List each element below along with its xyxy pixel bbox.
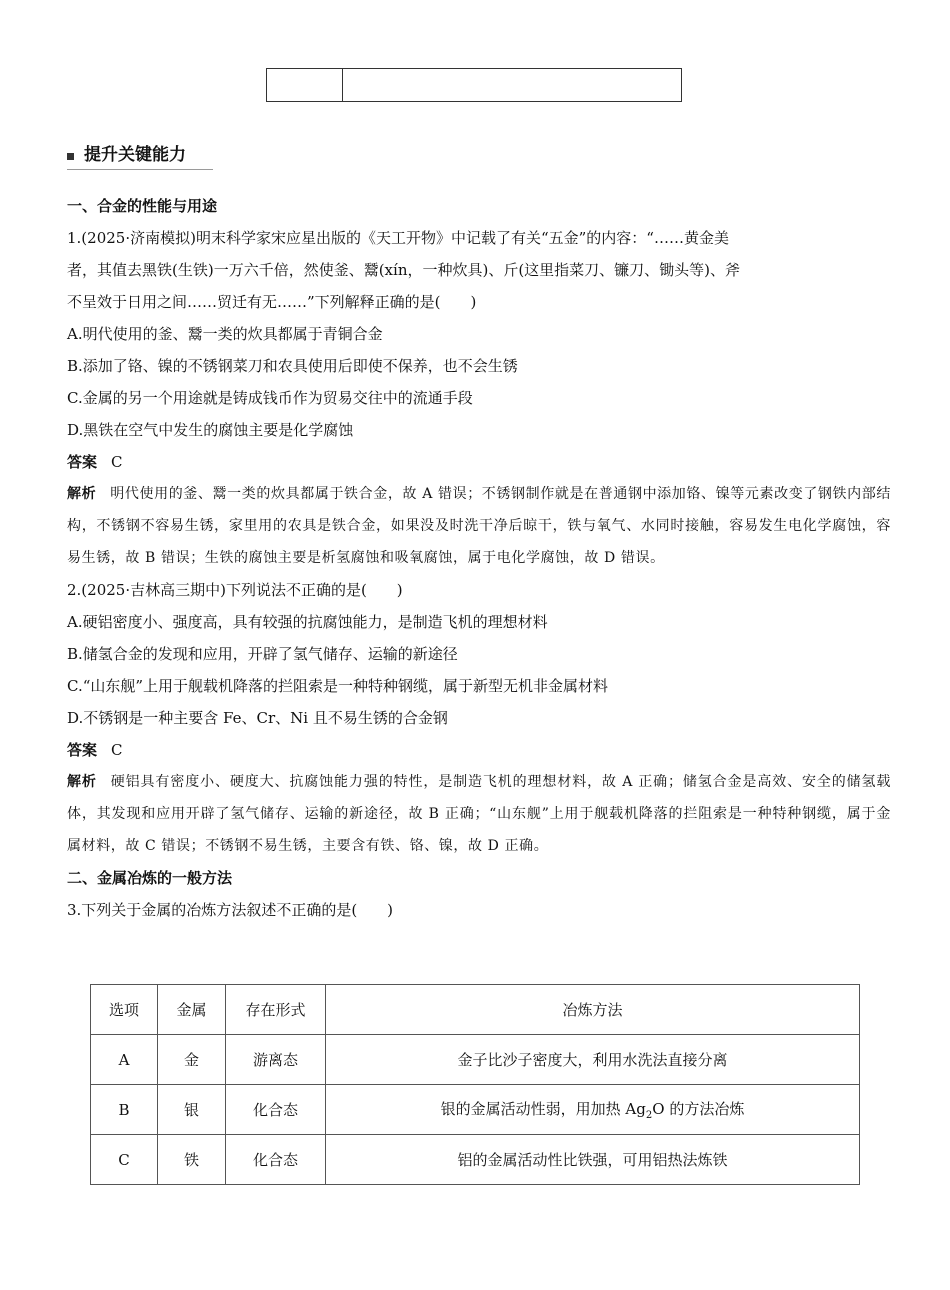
header-form: 存在形式 <box>226 985 326 1035</box>
answer-label: 答案 <box>67 741 98 759</box>
part2-heading: 二、金属冶炼的一般方法 <box>67 869 233 887</box>
cell-metal: 银 <box>158 1085 226 1135</box>
q1-stem-line: 不呈效于日用之间……贸迁有无……”下列解释正确的是( ) <box>67 293 477 311</box>
explain-label: 解析 <box>67 486 97 502</box>
q2-option-b: B.储氢合金的发现和应用，开辟了氢气储存、运输的新途径 <box>67 645 458 663</box>
header-metal: 金属 <box>158 985 226 1035</box>
square-bullet-icon <box>67 153 74 160</box>
q3-stem: 3.下列关于金属的冶炼方法叙述不正确的是( ) <box>67 901 394 919</box>
q1-option-a: A.明代使用的釜、鬵一类的炊具都属于青铜合金 <box>67 325 383 343</box>
q1-option-c: C.金属的另一个用途就是铸成钱币作为贸易交往中的流通手段 <box>67 389 473 407</box>
q2-option-d: D.不锈钢是一种主要含 Fe、Cr、Ni 且不易生锈的合金钢 <box>67 709 448 727</box>
method-text: 银的金属活动性弱，用加热 Ag <box>440 1100 646 1118</box>
cell-option: A <box>91 1035 158 1085</box>
question-1 <box>67 222 891 574</box>
q2-stem: 2.(2025·吉林高三期中)下列说法不正确的是( ) <box>67 581 403 599</box>
answer-value: C <box>111 741 123 759</box>
answer-label: 答案 <box>67 453 98 471</box>
explain-label: 解析 <box>67 774 97 790</box>
cell-metal: 金 <box>158 1035 226 1085</box>
q1-answer <box>67 446 891 478</box>
cell-form: 游离态 <box>226 1035 326 1085</box>
table-row <box>91 1035 860 1085</box>
table-row <box>91 1085 860 1135</box>
cell-method <box>326 1085 860 1135</box>
main-content <box>67 190 891 926</box>
cell-option: B <box>91 1085 158 1135</box>
explain-text: 明代使用的釜、鬵一类的炊具都属于铁合金，故 A 错误；不锈钢制作就是在普通钢中添加铬、镍等元素改变了钢铁内部结构，不锈钢不容易生锈，家里用的农具是铁合金，如果没及时洗干净后晾干，铁与氧气、水同时接触，容易发生电化学腐蚀，容易生锈，故 B 错误；生铁的腐蚀主要是析氢腐蚀和吸氧腐蚀，属于电化学腐蚀，故 D 错误。 <box>67 486 891 566</box>
table-divider <box>342 69 343 101</box>
q1-stem-line: 者，其值去黑铁(生铁)一万六千倍，然使釜、鬵(xín，一种炊具)、斤(这里指菜刀、镰刀、锄头等)、斧 <box>67 261 741 279</box>
cell-metal: 铁 <box>158 1135 226 1185</box>
q1-explanation <box>67 478 891 574</box>
top-table-fragment <box>266 68 682 102</box>
q2-explanation <box>67 766 891 862</box>
q1-option-d: D.黑铁在空气中发生的腐蚀主要是化学腐蚀 <box>67 421 354 439</box>
cell-option: C <box>91 1135 158 1185</box>
header-option: 选项 <box>91 985 158 1035</box>
question-2 <box>67 574 891 862</box>
subscript: 2 <box>645 1110 653 1121</box>
answer-value: C <box>111 453 123 471</box>
part1-heading: 一、合金的性能与用途 <box>67 197 218 215</box>
table-row <box>91 1135 860 1185</box>
section-header <box>67 144 213 170</box>
cell-method: 金子比沙子密度大，利用水洗法直接分离 <box>326 1035 860 1085</box>
q2-answer <box>67 734 891 766</box>
method-text: O 的方法冶炼 <box>652 1100 745 1118</box>
q1-option-b: B.添加了铬、镍的不锈钢菜刀和农具使用后即使不保养，也不会生锈 <box>67 357 518 375</box>
q3-table <box>90 984 860 1185</box>
cell-form: 化合态 <box>226 1085 326 1135</box>
cell-form: 化合态 <box>226 1135 326 1185</box>
section-title: 提升关键能力 <box>84 145 186 165</box>
cell-method: 铝的金属活动性比铁强，可用铝热法炼铁 <box>326 1135 860 1185</box>
header-method: 冶炼方法 <box>326 985 860 1035</box>
q1-stem-line: 1.(2025·济南模拟)明末科学家宋应星出版的《天工开物》中记载了有关“五金”的内容：“……黄金美 <box>67 229 729 247</box>
explain-text: 硬铝具有密度小、硬度大、抗腐蚀能力强的特性，是制造飞机的理想材料，故 A 正确；储氢合金是高效、安全的储氢载体，其发现和应用开辟了氢气储存、运输的新途径，故 B 正确；“山东舰”上用于舰载机降落的拦阻索是一种特种钢缆，属于金属材料，故 C 错误；不锈钢不易生锈，主要含有铁、铬、镍，故 D 正确。 <box>67 774 891 854</box>
table-header-row <box>91 985 860 1035</box>
q2-option-c: C.“山东舰”上用于舰载机降落的拦阻索是一种特种钢缆，属于新型无机非金属材料 <box>67 677 609 695</box>
q2-option-a: A.硬铝密度小、强度高，具有较强的抗腐蚀能力，是制造飞机的理想材料 <box>67 613 548 631</box>
